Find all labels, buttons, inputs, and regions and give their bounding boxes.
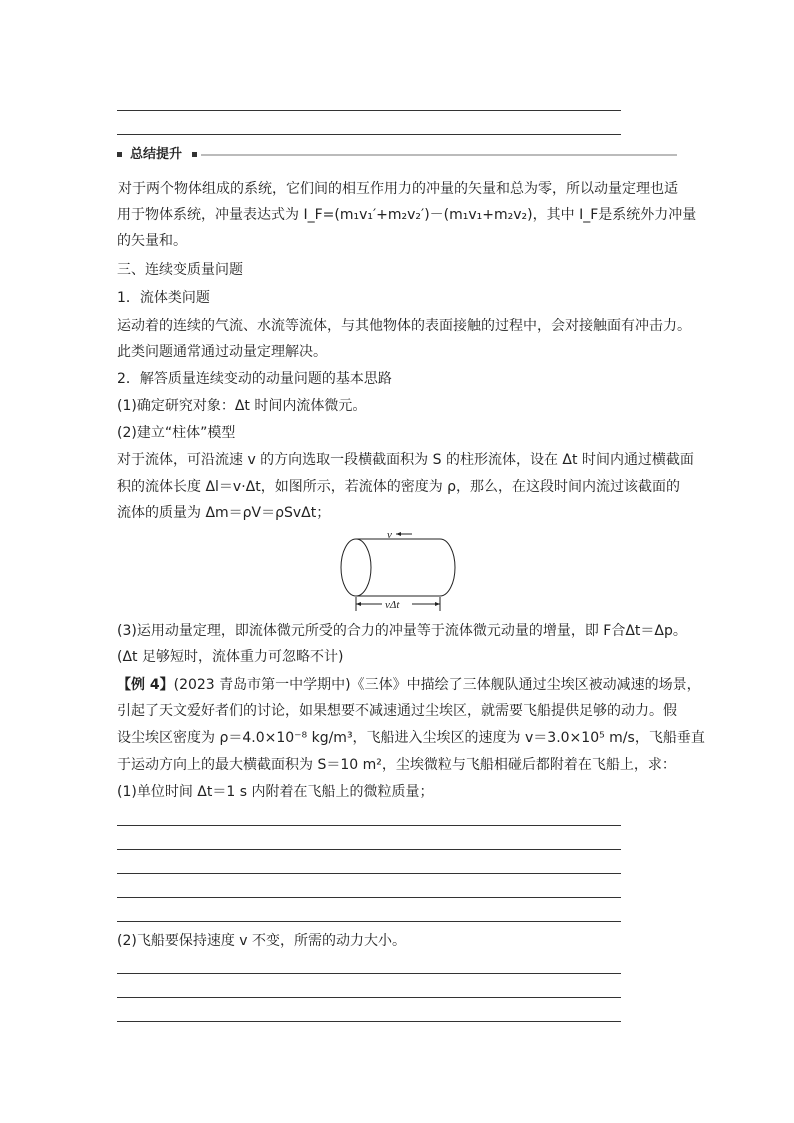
arrow-head-icon bbox=[356, 602, 361, 606]
example-line-2: 引起了天文爱好者们的讨论，如果想要不减速通过尘埃区，就需要飞船提供足够的动力。假 bbox=[117, 703, 677, 719]
paragraph-line: 运动着的连续的气流、水流等流体，与其他物体的表面接触的过程中，会对接触面有冲击力。 bbox=[117, 318, 691, 334]
answer-line bbox=[117, 921, 621, 922]
answer-line bbox=[117, 997, 621, 998]
example-line-3: 设尘埃区密度为 ρ＝4.0×10⁻⁸ kg/m³，飞船进入尘埃区的速度为 v＝3.0×10⁵ m/s，飞船垂直 bbox=[117, 730, 705, 746]
summary-line-1: 对于两个物体组成的系统，它们间的相互作用力的冲量的矢量和总为零，所以动量定理也适 bbox=[118, 181, 678, 197]
summary-line-3: 的矢量和。 bbox=[117, 233, 187, 249]
section-divider bbox=[201, 154, 677, 156]
square-bullet-icon bbox=[192, 152, 197, 157]
section-title: 总结提升 bbox=[130, 147, 183, 162]
step-3: (3)运用动量定理，即流体微元所受的合力的冲量等于流体微元动量的增量，即 F合Δt＝Δp。 bbox=[117, 623, 687, 639]
example-text: (2023 青岛市第一中学期中)《三体》中描绘了三体舰队通过尘埃区被动减速的场景， bbox=[173, 677, 701, 693]
velocity-label: v bbox=[387, 529, 392, 541]
example-line-1 bbox=[117, 676, 701, 694]
subheading-2: 2．解答质量连续变动的动量问题的基本思路 bbox=[117, 371, 392, 387]
paragraph-line: 流体的质量为 Δm＝ρV＝ρSvΔt； bbox=[117, 505, 331, 521]
subheading-1: 1．流体类问题 bbox=[117, 290, 210, 306]
question-2: (2)飞船要保持速度 v 不变，所需的动力大小。 bbox=[117, 933, 407, 949]
length-label: vΔt bbox=[385, 599, 400, 611]
summary-line-2: 用于物体系统，冲量表达式为 I_F=(m₁v₁′+m₂v₂′)－(m₁v₁+m₂v₂)，其中 I_F是系统外力冲量 bbox=[117, 207, 697, 223]
step-1: (1)确定研究对象：Δt 时间内流体微元。 bbox=[117, 398, 367, 414]
answer-line bbox=[117, 849, 621, 850]
answer-line bbox=[117, 110, 621, 111]
step-2: (2)建立“柱体”模型 bbox=[117, 425, 236, 441]
answer-line bbox=[117, 973, 621, 974]
answer-line bbox=[117, 873, 621, 874]
cylinder-right-face bbox=[440, 539, 455, 596]
step-3-note: (Δt 足够短时，流体重力可忽略不计) bbox=[117, 649, 344, 665]
part3-heading: 三、连续变质量问题 bbox=[117, 262, 243, 278]
arrow-head-icon bbox=[435, 602, 440, 606]
cylinder-left-face bbox=[341, 539, 371, 596]
answer-line bbox=[117, 1021, 621, 1022]
paragraph-line: 积的流体长度 Δl＝v·Δt，如图所示，若流体的密度为 ρ，那么，在这段时间内流过该截面的 bbox=[117, 479, 681, 495]
cylinder-flow-diagram bbox=[338, 529, 458, 613]
answer-line bbox=[117, 825, 621, 826]
question-1: (1)单位时间 Δt＝1 s 内附着在飞船上的微粒质量； bbox=[117, 784, 434, 800]
square-bullet-icon bbox=[117, 152, 122, 157]
example-tag: 【例 4】 bbox=[117, 677, 174, 693]
section-header bbox=[117, 147, 677, 163]
paragraph-line: 此类问题通常通过动量定理解决。 bbox=[117, 344, 327, 360]
example-line-4: 于运动方向上的最大横截面积为 S＝10 m²，尘埃微粒与飞船相碰后都附着在飞船上，求： bbox=[117, 757, 676, 773]
answer-line bbox=[117, 134, 621, 135]
paragraph-line: 对于流体，可沿流速 v 的方向选取一段横截面积为 S 的柱形流体，设在 Δt 时间内通过横截面 bbox=[117, 452, 694, 468]
answer-line bbox=[117, 897, 621, 898]
arrow-head-icon bbox=[396, 532, 401, 536]
